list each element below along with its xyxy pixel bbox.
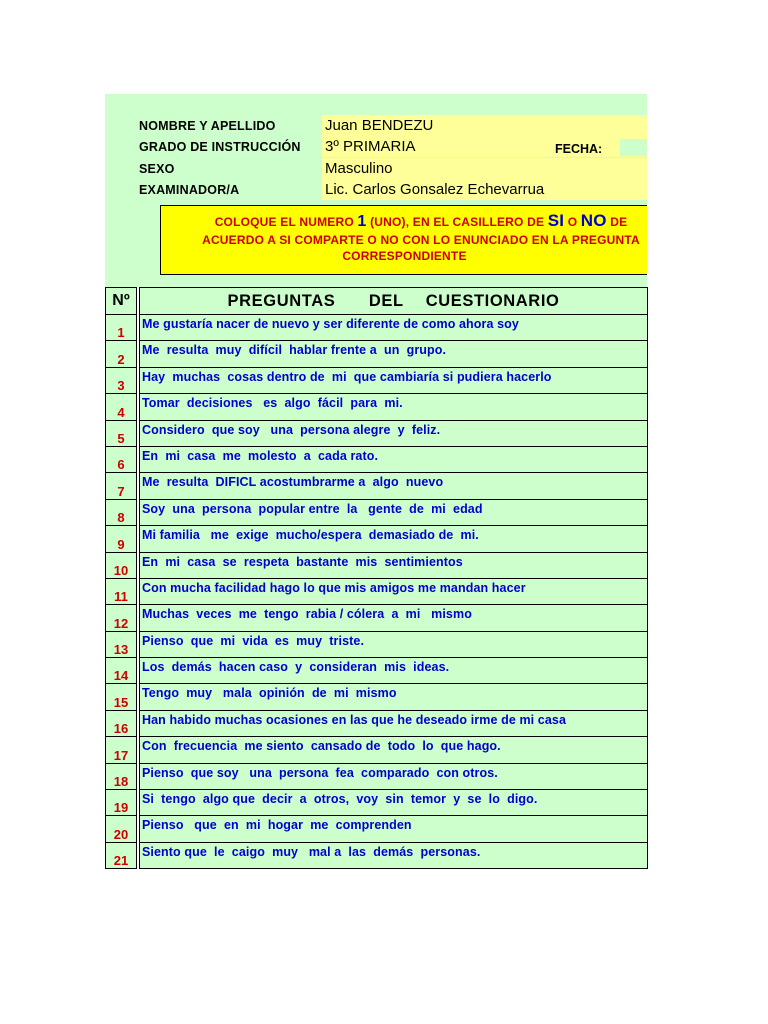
question-text: Me resulta DIFICL acostumbrarme a algo nuevo bbox=[140, 473, 648, 499]
table-row bbox=[106, 684, 648, 710]
question-text: Con frecuencia me siento cansado de todo lo que hago. bbox=[140, 737, 648, 763]
table-row bbox=[106, 499, 648, 525]
question-text: Los demás hacen caso y consideran mis ideas. bbox=[140, 658, 648, 684]
question-number: 14 bbox=[106, 658, 137, 684]
question-text: En mi casa me molesto a cada rato. bbox=[140, 446, 648, 472]
questions-table-body bbox=[106, 315, 648, 869]
table-row bbox=[106, 790, 648, 816]
table-row bbox=[106, 394, 648, 420]
value-nombre[interactable]: Juan BENDEZU bbox=[322, 115, 647, 136]
fecha-label: FECHA: bbox=[555, 142, 603, 156]
table-row bbox=[106, 446, 648, 472]
question-number: 21 bbox=[106, 842, 137, 868]
table-row bbox=[106, 526, 648, 552]
question-text: En mi casa se respeta bastante mis sentimientos bbox=[140, 552, 648, 578]
question-text: Pienso que en mi hogar me comprenden bbox=[140, 816, 648, 842]
question-text: Siento que le caigo muy mal a las demás personas. bbox=[140, 842, 648, 868]
question-text: Pienso que soy una persona fea comparado con otros. bbox=[140, 763, 648, 789]
question-number: 10 bbox=[106, 552, 137, 578]
table-row bbox=[106, 367, 648, 393]
question-number: 13 bbox=[106, 631, 137, 657]
question-text: Tomar decisiones es algo fácil para mi. bbox=[140, 394, 648, 420]
question-number: 16 bbox=[106, 710, 137, 736]
instructions-line-3: CORRESPONDIENTE bbox=[342, 249, 467, 263]
value-sexo[interactable]: Masculino bbox=[322, 158, 647, 179]
question-text: Soy una persona popular entre la gente de mi edad bbox=[140, 499, 648, 525]
fecha-value[interactable] bbox=[620, 139, 647, 156]
question-number: 15 bbox=[106, 684, 137, 710]
question-number: 3 bbox=[106, 367, 137, 393]
question-text: Tengo muy mala opinión de mi mismo bbox=[140, 684, 648, 710]
question-number: 8 bbox=[106, 499, 137, 525]
column-header-questions: PREGUNTAS DEL CUESTIONARIO bbox=[140, 288, 648, 315]
question-text: Han habido muchas ocasiones en las que he deseado irme de mi casa bbox=[140, 710, 648, 736]
question-text: Mi familia me exige mucho/espera demasiado de mi. bbox=[140, 526, 648, 552]
question-number: 1 bbox=[106, 315, 137, 341]
table-row bbox=[106, 552, 648, 578]
label-grado: GRADO DE INSTRUCCIÓN bbox=[139, 140, 301, 154]
question-number: 11 bbox=[106, 578, 137, 604]
table-row bbox=[106, 578, 648, 604]
question-text: Si tengo algo que decir a otros, voy sin temor y se lo digo. bbox=[140, 790, 648, 816]
question-text: Con mucha facilidad hago lo que mis amigos me mandan hacer bbox=[140, 578, 648, 604]
question-number: 2 bbox=[106, 341, 137, 367]
value-examinador[interactable]: Lic. Carlos Gonsalez Echevarrua bbox=[322, 179, 647, 200]
label-examinador: EXAMINADOR/A bbox=[139, 183, 240, 197]
question-text: Me gustaría nacer de nuevo y ser diferente de como ahora soy bbox=[140, 315, 648, 341]
label-sexo: SEXO bbox=[139, 162, 175, 176]
question-text: Pienso que mi vida es muy triste. bbox=[140, 631, 648, 657]
instructions-line-2: ACUERDO A SI COMPARTE O NO CON LO ENUNCIADO EN LA PREGUNTA bbox=[202, 233, 640, 247]
table-row bbox=[106, 605, 648, 631]
table-row bbox=[106, 315, 648, 341]
question-text: Me resulta muy difícil hablar frente a un grupo. bbox=[140, 341, 648, 367]
question-number: 18 bbox=[106, 763, 137, 789]
question-number: 12 bbox=[106, 605, 137, 631]
table-row bbox=[106, 658, 648, 684]
label-nombre: NOMBRE Y APELLIDO bbox=[139, 119, 276, 133]
instructions-line-1: COLOQUE EL NUMERO 1 (UNO), EN EL CASILLERO DE SI O NO DE bbox=[214, 211, 628, 230]
question-text: Muchas veces me tengo rabia / cólera a mi mismo bbox=[140, 605, 648, 631]
question-text: Hay muchas cosas dentro de mi que cambiaría si pudiera hacerlo bbox=[140, 367, 648, 393]
table-row bbox=[106, 737, 648, 763]
question-number: 20 bbox=[106, 816, 137, 842]
questions-table bbox=[105, 287, 648, 869]
table-row bbox=[106, 763, 648, 789]
instructions-box bbox=[160, 205, 647, 275]
table-row bbox=[106, 710, 648, 736]
question-number: 17 bbox=[106, 737, 137, 763]
question-number: 5 bbox=[106, 420, 137, 446]
question-number: 7 bbox=[106, 473, 137, 499]
table-row bbox=[106, 420, 648, 446]
question-text: Considero que soy una persona alegre y feliz. bbox=[140, 420, 648, 446]
column-header-number: Nº bbox=[106, 288, 137, 315]
table-row bbox=[106, 816, 648, 842]
table-row bbox=[106, 842, 648, 868]
question-number: 19 bbox=[106, 790, 137, 816]
question-number: 9 bbox=[106, 526, 137, 552]
table-row bbox=[106, 341, 648, 367]
question-number: 6 bbox=[106, 446, 137, 472]
table-row bbox=[106, 473, 648, 499]
table-header-row bbox=[106, 288, 648, 315]
table-row bbox=[106, 631, 648, 657]
question-number: 4 bbox=[106, 394, 137, 420]
value-grado[interactable]: 3º PRIMARIA bbox=[322, 136, 542, 157]
